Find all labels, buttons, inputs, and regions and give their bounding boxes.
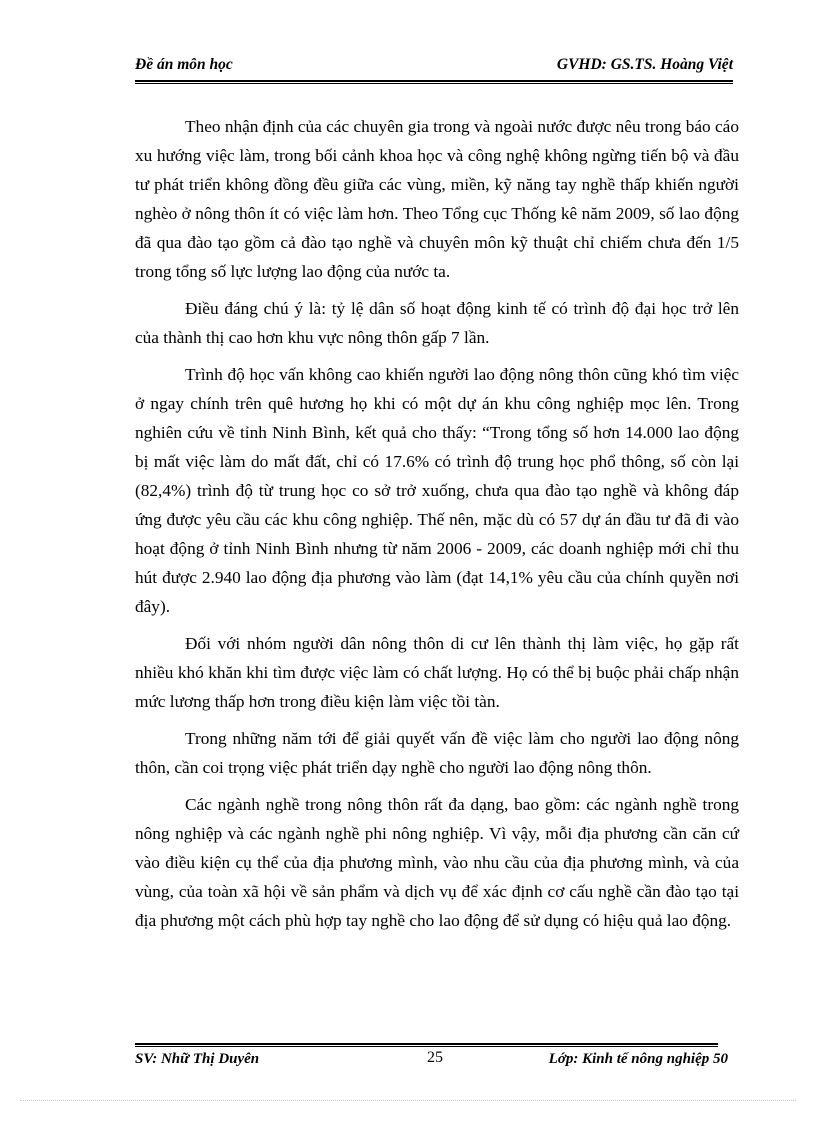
footer-student-name: SV: Nhữ Thị Duyên <box>135 1051 260 1067</box>
page-bottom-border <box>20 1100 796 1101</box>
paragraph: Theo nhận định của các chuyên gia trong và ngoài nước được nêu trong báo cáo xu hướng việc làm, trong bối cảnh khoa học và công nghệ không ngừng tiến bộ và đầu tư phát triển không đồng đều giữa các vùng, miền, kỹ năng tay nghề thấp khiến người nghèo ở nông thôn ít có việc làm hơn. Theo Tổng cục Thống kê năm 2009, số lao động đã qua đào tạo gồm cả đào tạo nghề và chuyên môn kỹ thuật chỉ chiếm chưa đến 1/5 trong tổng số lực lượng lao động của nước ta. <box>135 117 739 281</box>
paragraph: Các ngành nghề trong nông thôn rất đa dạng, bao gồm: các ngành nghề trong nông nghiệp và các ngành nghề phi nông nghiệp. Vì vậy, mỗi địa phương cần căn cứ vào điều kiện cụ thể của địa phương mình, vào nhu cầu của địa phương mình, và của vùng, của toàn xã hội về sản phẩm và dịch vụ để xác định cơ cấu nghề cần đào tạo tại địa phương một cách phù hợp tay nghề cho lao động để sử dụng có hiệu quả lao động. <box>135 795 739 930</box>
footer-divider <box>135 1043 718 1047</box>
document-body <box>135 112 739 943</box>
header-divider <box>135 80 733 84</box>
page-number: 25 <box>427 1049 443 1066</box>
page-header <box>135 56 733 78</box>
header-supervisor: GVHD: GS.TS. Hoàng Việt <box>556 56 733 73</box>
paragraph: Trình độ học vấn không cao khiến người lao động nông thôn cũng khó tìm việc ở ngay chính trên quê hương họ khi có một dự án khu công nghiệp mọc lên. Trong nghiên cứu về tỉnh Ninh Bình, kết quả cho thấy: “Trong tổng số hơn 14.000 lao động bị mất việc làm do mất đất, chỉ có 17.6% có trình độ trung học phổ thông, số còn lại (82,4%) trình độ từ trung học co sở trở xuống, chưa qua đào tạo nghề và không đáp ứng được yêu cầu các khu công nghiệp. Thế nên, mặc dù có 57 dự án đầu tư đã đi vào hoạt động ở tỉnh Ninh Bình nhưng từ năm 2006 - 2009, các doanh nghiệp mới chỉ thu hút được 2.940 lao động địa phương vào làm (đạt 14,1% yêu cầu của chính quyền nơi đây). <box>135 365 739 616</box>
header-course-title: Đề án môn học <box>135 56 233 73</box>
page-footer <box>135 1049 728 1071</box>
paragraph: Trong những năm tới để giải quyết vấn đề việc làm cho người lao động nông thôn, cần coi trọng việc phát triển dạy nghề cho người lao động nông thôn. <box>135 729 739 777</box>
paragraph: Điều đáng chú ý là: tỷ lệ dân số hoạt động kinh tế có trình độ đại học trở lên của thành thị cao hơn khu vực nông thôn gấp 7 lần. <box>135 299 739 347</box>
footer-class-name: Lớp: Kinh tế nông nghiệp 50 <box>548 1051 728 1067</box>
paragraph: Đối với nhóm người dân nông thôn di cư lên thành thị làm việc, họ gặp rất nhiều khó khăn khi tìm được việc làm có chất lượng. Họ có thể bị buộc phải chấp nhận mức lương thấp hơn trong điều kiện làm việc tồi tàn. <box>135 634 739 711</box>
